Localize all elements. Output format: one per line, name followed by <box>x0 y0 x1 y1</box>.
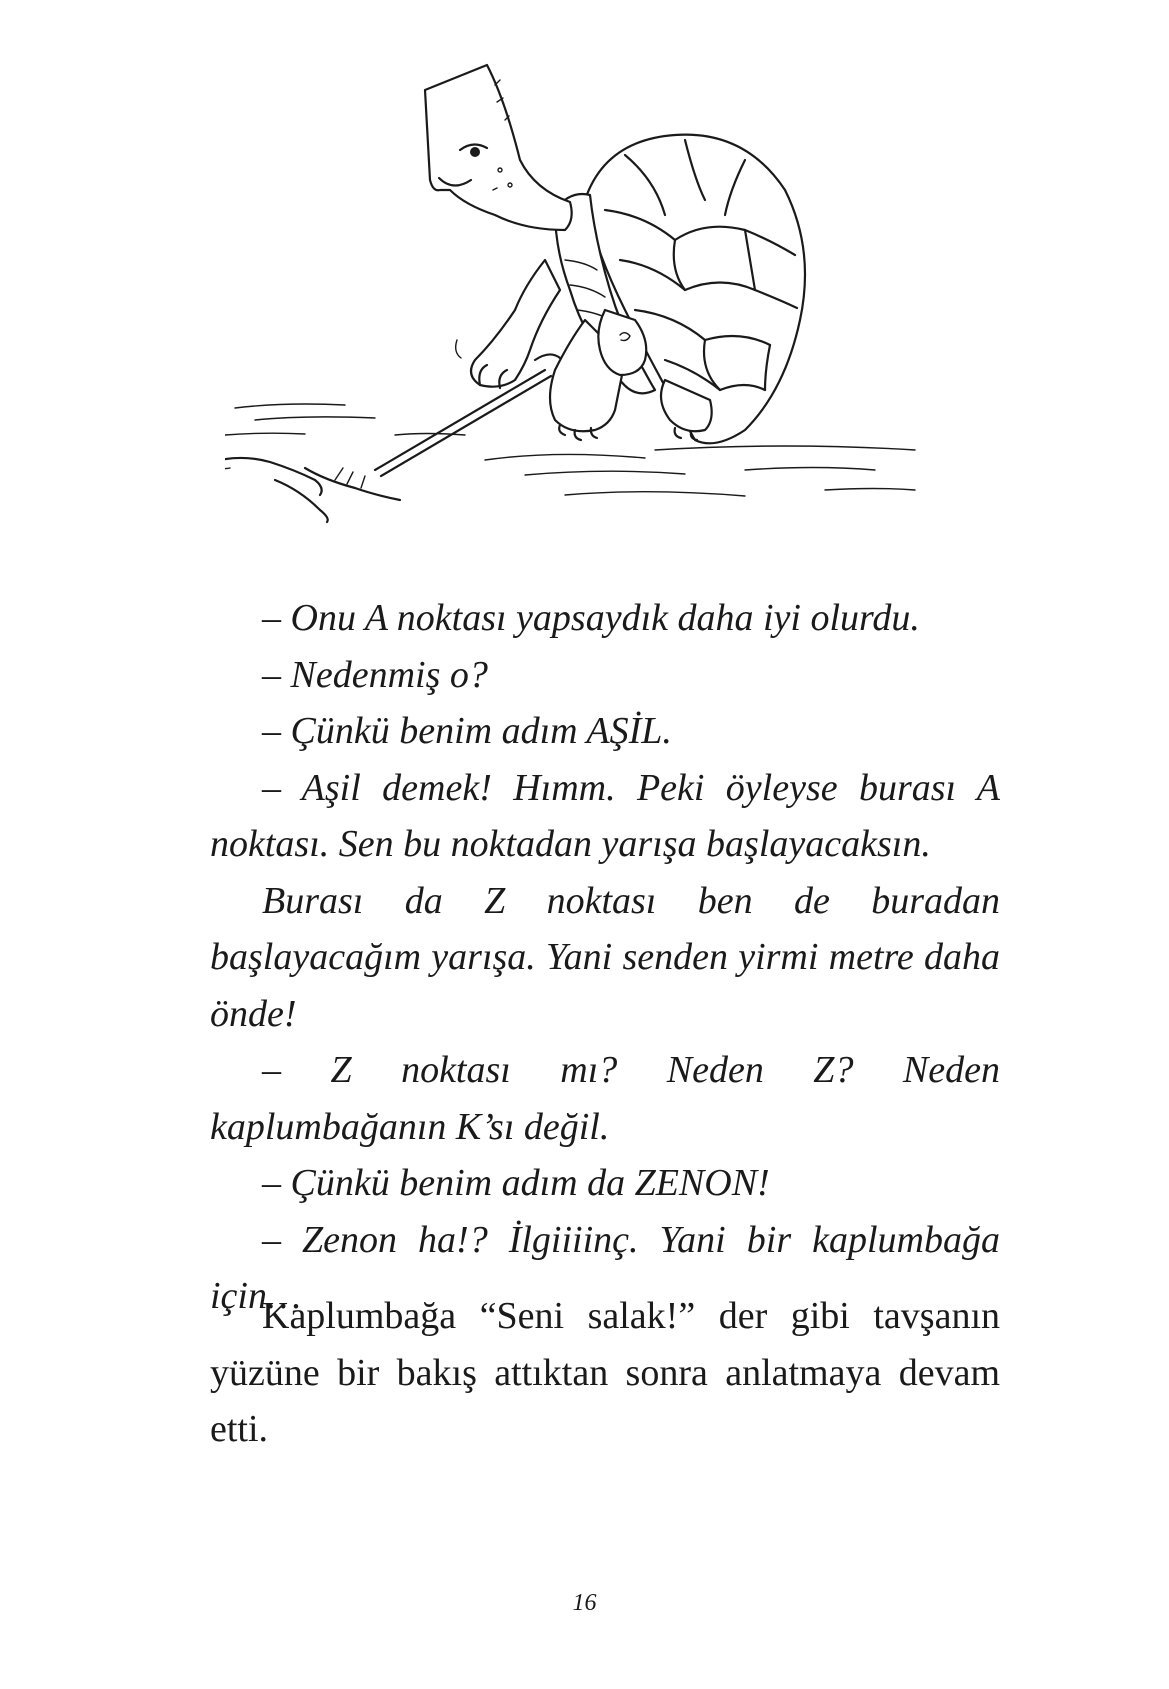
dialogue-line-7: – Çünkü benim adım da ZENON! <box>262 1162 770 1204</box>
dialogue-line-2: – Nedenmiş o? <box>262 653 488 696</box>
dialogue-line-5: Burası da Z noktası ben de buradan başlayacağım yarışa. Yani senden yirmi metre daha önde! <box>210 879 1000 1035</box>
turtle-head <box>425 65 572 230</box>
dialogue-line-8: – Zenon ha!? İlgiiiinç. Yani bir kaplumbağa için… <box>210 1218 1000 1317</box>
turtle-arm <box>456 260 560 388</box>
page-number: 16 <box>572 1590 597 1616</box>
dialogue-line-6: – Z noktası mı? Neden Z? Neden kaplumbağanın K’sı değil. <box>210 1049 1000 1148</box>
dialogue-line-1: – Onu A noktası yapsaydık daha iyi olurdu. <box>262 597 920 639</box>
dialogue-line-3: – Çünkü benim adım AŞİL. <box>262 710 672 752</box>
dialogue-block <box>210 590 1000 1325</box>
narration-block <box>210 1288 1000 1458</box>
rake <box>225 370 551 522</box>
narration-paragraph: Kaplumbağa “Seni salak!” der gibi tavşanın yüzüne bir bakış attıktan sonra anlatmaya devam etti. <box>210 1295 1000 1450</box>
turtle-illustration-icon <box>225 40 985 580</box>
dialogue-line-4: – Aşil demek! Hımm. Peki öyleyse burası A noktası. Sen bu noktadan yarışa başlayacaksın. <box>210 766 1000 865</box>
